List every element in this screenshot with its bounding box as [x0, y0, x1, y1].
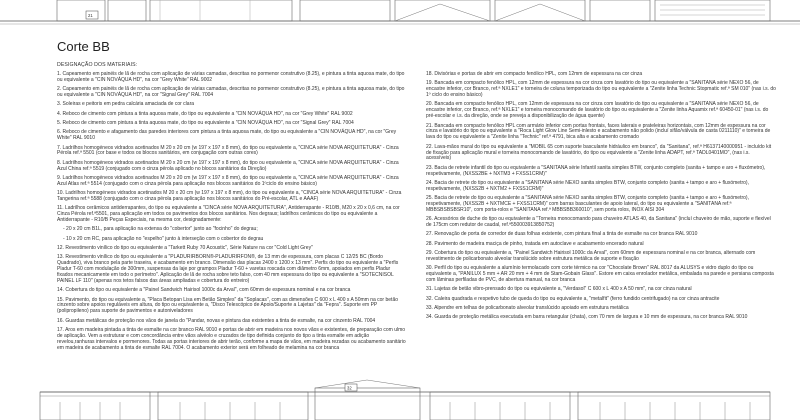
materials-list-right: [426, 72, 776, 325]
material-item: 19. Bancada em compacto fenólico HPL, com 12mm de espessura na cor cinza com lavatório do tipo ou equivalente a "SANITANA série NEXO 56, de encastre inferior, cor Branco, ref.ª NXLE1" e torneira de coluna temporizada do tipo ou equivalente a "Zenite linha Technic Stopmatic ref.ª SM 010" (nas i.s. do 1º ciclo do ensino básico): [426, 80, 776, 99]
material-item: 27. Renovação de porta de corredor de duas folhas existente, com pintura final a tinta de esmalte na cor branca RAL 9010: [426, 231, 698, 238]
tag-top-left: 21: [88, 13, 93, 18]
material-item: 34. Guarda de proteção metálica executada em barra retangular (chata), com 70 mm de largura e 10 mm de espessura, na cor branca RAL 9010: [426, 314, 748, 321]
material-item: 10. Ladrilhos homogéneos vidrados acetinados M 20 x 20 cm (w 197 x 197 x 8 mm), do tipo ou equivalente a, "CINCA série NOVA ARQUITETURA" - Cinza Tangerina ref.ª 5588 (conjugado com o cinza pérola para aplicação nos blocos sanitários do Pré-escolar, ATL e AAAF): [57, 190, 402, 203]
material-item: 8. Ladrilhos homogéneos vidrados acetinados M 20 x 20 cm (w 197 x 197 x 8 mm), do tipo ou equivalente a, "CINCA série NOVA ARQUITETURA" - Cinza Azul China ref.ª 5519 (conjugado com o cinza pérola aplicado no blocos sanitários da Direção): [57, 159, 399, 172]
material-item: 9. Ladrilhos homogéneos vidrados acetinados M 20 x 20 cm (w 197 x 197 x 8 mm), do tipo ou equivalente a, "CINCA série NOVA ARQUITETURA" - Cinza Azul Atlas ref.ª 5514 (conjugado com o cinza pérola para aplicação nos blocos sanitários do 1ºciclo do ensino básico): [57, 174, 399, 187]
material-item: 14. Cobertura do tipo ou equivalente a "Painel Sandwich Hairisol 1000c da Arval", com 60mm de espessura nominal e na cor branca: [57, 287, 351, 294]
material-item: 6. Reboco de cimento e afagamento das paredes interiores com pintura a tinta aquosa mate, do tipo ou equivalente a "CIN NOVÁQUA HD", na cor "Grey White" RAL 9010: [57, 129, 397, 142]
material-item: 2. Capeamento em painéis de lã de rocha com aplicação de várias camadas, descritas no pormenor construtivo (8.25), e pintura a tinta aquosa mate, do tipo ou equivalente a "CIN NOVÁQUA HD", na cor "Signal Grey" RAL 7004: [57, 86, 405, 99]
tag-bottom: 32: [347, 385, 352, 391]
material-item: 18. Divisórias e portas de abrir em compacto fenólico HPL, com 12mm de espessura na cor cinza: [426, 71, 643, 77]
material-item: - 10 x 20 cm RC, para aplicação no "espelho" junto à interseção com o cobertor do degrau: [63, 235, 264, 242]
material-item: 5. Reboco de cimento com pintura a tinta aquosa mate, do tipo ou equivalente a "CIN NOVÁQUA HD", na cor "Signal Grey" RAL 7004: [57, 120, 354, 126]
material-item: - 20 x 20 cm B1L, para aplicação na extensa do "cobertor" junto ao "focinho" do degrau;: [63, 226, 258, 233]
section-drawing-bottom-svg: [0, 378, 800, 420]
material-item: 17. Aros em madeira pintada a tinta de esmalte na cor branco RAL 9010 e portas de abrir em madeira nos novos vãos e existentes, de preparação com ulmo de aplicação. Vem a estruturar e com concordância entre vãos alvéolo e cruzados de tipo definida conjunto do tipo a tinta esmalte em adição revelou,ranhuras intervalos e pormenores. Todas as portas interiores de abrir terão, conforme a mapa de vãos, em madeira rezadas ou acabamento sanitário em madeira de acabamento a tinta de esmalte RAL 7004. O acabamento exterior será em folheado de melamina na cor branca: [57, 326, 406, 351]
material-item: 12. Revestimento vinílico do tipo ou equivalente a "Tarkett Ruby 70 Acoustic", Série Nature na cor "Cold Light Grey": [57, 245, 313, 252]
material-item: 24. Bacia de retrete do tipo ou equivalente a "SANITANA série NEXO sanita simples BTW, conjunto completo (sanita + tampo e aro + fluxómetro), respetivamente, (NXSS2B + NXTM2 + FXSS1CRM)": [426, 179, 749, 192]
material-item: 20. Bancada em compacto fenólico HPL, com 12mm de espessura na cor cinza com lavatório do tipo ou equivalente a "SANITANA série NEXO 56, de encastre inferior, cor Branco, ref.ª NXLE1" e torneira monocomando de lavatório do tipo ou equivalente a "Zenite linha Aquamix ref.ª 60450-01" (nas i.s. do pré-escolar e i.s. da direção, onde se preveja a disponibilização de água quente): [426, 101, 769, 120]
section-drawing-top: [0, 0, 800, 26]
section-drawing-top-svg: [0, 0, 800, 26]
material-item: 23. Bacia de retrete infantil do tipo ou equivalente a "SANITANA série Infantil sanita simples BTW, conjunto completo (sanita + tampo e aro + fluxómetro), respetivamente, (NXSS2BE + NXTM3 + FXSS1CRM)": [426, 164, 766, 177]
section-drawing-bottom: [0, 378, 800, 420]
material-item: 11. Ladrilhos cerâmicos antiderrapantes, do tipo ou equivalente a "CINCA série NOVA ARQUITETURA", Antiderrapante - R10/B, M20 x 20 x 0,6 cm, na cor Cinza Pérola ref.ª5501, para aplicação em todos os pavimentos dos blocos sanitários. Nos degraus; ladrilhos cerâmicos do tipo ou equivalente a Antiderrapante - R10/B Peças Especiais, na mesma cor, designadamente:: [57, 205, 400, 224]
material-item: 33. Alpendre em telhas de policarbonato alveolar translúcido apoiado em estrutura metálica: [426, 304, 629, 311]
materials-list-left: [57, 72, 407, 355]
material-item: 15. Pavimento, do tipo ou equivalente a, "Placa Betopan Lisa em Betão Simples" da "Soplacas", com as dimensões C 600 x L 400 x A 50mm na cor betão cinzento sobre apoios reguláveis em altura, do tipo ou equivalente a, "Disco Telescópico de Apoio/Suporte a Lajetas" da "Fepra". Suporte em PP (polipropileno) para suporte de pavimentos e autoniveladores: [57, 296, 399, 315]
material-item: 21. Bancada em compacto fenólico HPL com armário inferior com portas frontais, faces laterais e prateleiras horizontais, com 12mm de espessura na cor cinza e lavatório do tipo ou equivalente a "Roca Light Glow Line Semi-inlesto e acabamento não polido (incluí sifão/válvula de casta 0211110)" e torneira de lava do tipo ou equivalente a "Zenite linha "Technic" ref.ª 4791, bica alta e acabamento cromado: [426, 122, 771, 141]
material-item: 30. Perfil do tipo ou equivalente a alumínio termolacado com corte térmico na cor "Chocolate Brown" RAL 8017 da ALUSYS e vidro duplo do tipo ou equivalente a, "PANILUX 5 mm + AR 20 mm + 4 mm de Stam-Gobain Glass". Estore em caixa enrolador metálica, embalada na parede e persiana composta com lâminas perfiladas de PVC, de abertura manual, na cor branca: [426, 265, 774, 284]
material-item: 1. Capeamento em painéis de lã de rocha com aplicação de várias camadas, descritas no pormenor construtivo (8.25), e pintura a tinta aquosa mate, do tipo ou equivalente a "CIN NOVÁQUA HD", na cor "Grey White" RAL 9002: [57, 71, 405, 83]
material-item: 7. Ladrilhos homogéneos vidrados acetinados M 20 x 20 cm (w 197 x 197 x 8 mm), do tipo ou equivalente a, "CINCA série NOVA ARQUITETURA" - Cinza Pérola ref.ª 5501 (cor base e todos os blocos sanitários, em conjugação com outras cores): [57, 144, 399, 157]
material-item: 4. Reboco de cimento com pintura a tinta aquosa mate, do tipo ou equivalente a "CIN NOVÁQUA HD", na cor "Grey White" RAL 9002: [57, 110, 353, 117]
material-item: 26. Acessórios de duche do tipo ou equivalente a "Torneira monocomando para chuveiro ATLAS 40, da Sanitana" (incluí chuveiro de mão, suporte e flexível de 175cm com redutor de caudal, ref.ª550003913850752): [426, 216, 771, 229]
material-item: 3. Soleiras e peitoris em pedra calcária amaciada de cor clara: [57, 101, 195, 108]
material-item: 13. Revestimento vinílico do tipo ou equivalente a "PLADURIRBORN®-PLADURIRFON®, de 13 mm de espessura, com placas C 12/25 BC (Bordo Quadrado), viva branco pela parte traseira, e acabamento em branco. Dimensão das placas 2400 x 1200 x 13 mm". Perfis do tipo ou equivalente a "Perfis Pladur T-60 com modulação de 300mm, suspensas da laje por grampos Pladur T-60 + varetas roscada com diâmetro 6mm, apoiados em perfis Pladur fixados mecanicamente em todo o perímetro". Aplicação de lã de rocha sobre teto falso, com 40 mm espessura do tipo ou equivalente a "SOTECNISOL PAINEL LF 110" (apenas nos tetos falsos das áreas ampliadas e cobertura do entreiro): [57, 254, 399, 284]
material-item: 31. Lajetas de betão vibro-prensado do tipo ou equivalente a, "Verdasol" C 600 x L 400 x A 50 mm", na cor cinza natural: [426, 286, 692, 293]
material-item: 22. Lava-mãos mural do tipo ou equivalente a "MOBIL 65 com suporte basculante hidráulico em branco", da "Sanitana", ref.ª H6137140000951 - incluído kit de fixação para aplicação mural e torneira monocomando de lavatório, do tipo ou equivalente a "Zenite linha ADAPT, ref.ª TADL0401MO", (nas i.s. acessíveis): [426, 143, 772, 162]
material-item: 16. Guardas metálicas de proteção nos vãos de janela do "Pandar, novas e pintura das existentes a tinta de esmalte, na cor cinzento RAL 7004: [57, 317, 376, 324]
material-item: 28. Pavimento de madeira maciça de pinho, tratada em autoclave e acabamento encerado natural: [426, 240, 644, 247]
materials-heading: DESIGNAÇÃO DOS MATERIAIS:: [57, 62, 138, 68]
page-title: Corte BB: [57, 39, 110, 54]
material-item: 29. Cobertura do tipo ou equivalente a, "Painel Sandwich Hairisol 1000c da Arval", com 60mm de espessura nominal e na cor branca, alternado com revestimento de policarbonato alveolar translúcido sobre estrutura metálica de suporte e fixação: [426, 250, 756, 262]
material-item: 32. Caleira quadrada e respetivo tubo de queda do tipo ou equivalente a, "metalfit" (ferro fundido centrifugado) na cor cinza antracite: [426, 295, 720, 302]
material-item: 25. Bacia de retrete do tipo ou equivalente a "SANITANA série NEXO sanita simples BTW, conjunto completo (sanita + tampo e aro + fluxómetro), respetivamente, (NXSS2B + NXTMCE + FXSS1CRM)" com barras basculantes de apoio lateral, do tipo ou equivalente a "SANITANA ref.ª MBBSBSBSBSR10", com porta-rolos e "SANITANA ref.ª MBBSBB360010", sem porta rolos, INOX AISI 304: [426, 195, 749, 213]
